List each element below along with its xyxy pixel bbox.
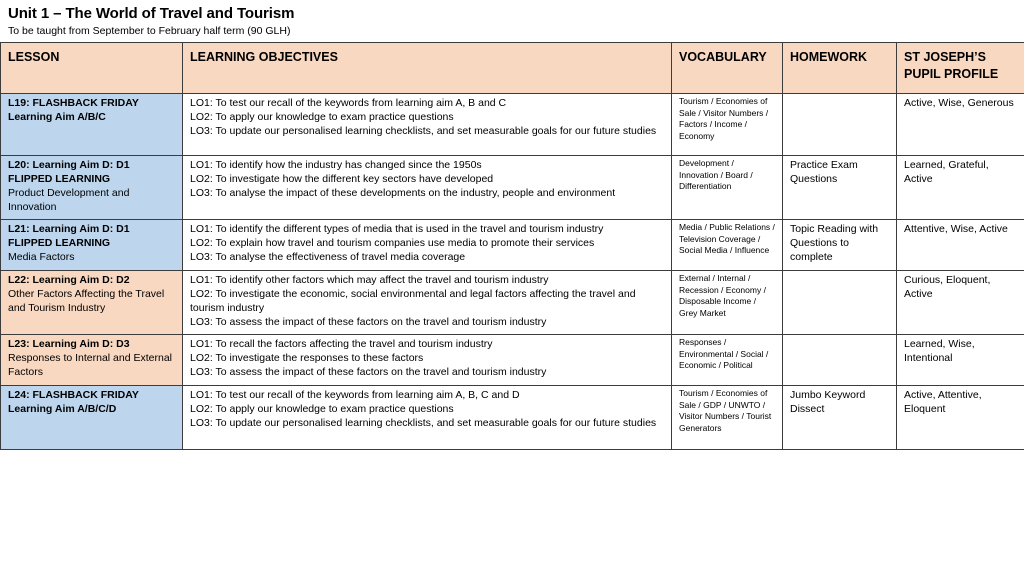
- column-header-vocabulary: VOCABULARY: [672, 43, 783, 94]
- objectives-cell: [183, 271, 672, 335]
- objective-lo3: LO3: To assess the impact of these factors on the travel and tourism industry: [190, 366, 547, 378]
- vocabulary-cell: External / Internal / Recession / Economy / Disposable Income / Grey Market: [672, 271, 783, 335]
- vocabulary-cell: Development / Innovation / Board / Differentiation: [672, 156, 783, 220]
- objective-lo3: LO3: To analyse the impact of these developments on the industry, people and environment: [190, 187, 616, 199]
- lesson-subtitle: Learning Aim A/B/C: [8, 111, 106, 123]
- lesson-topic: Media Factors: [8, 251, 75, 263]
- table-row: [1, 271, 1024, 335]
- lesson-cell: [1, 335, 183, 386]
- table-row: [1, 220, 1024, 271]
- objectives-cell: [183, 94, 672, 156]
- objective-lo1: LO1: To identify other factors which may affect the travel and tourism industry: [190, 274, 549, 286]
- objective-lo1: LO1: To identify how the industry has changed since the 1950s: [190, 159, 482, 171]
- pupil-profile-cell: Curious, Eloquent, Active: [897, 271, 1024, 335]
- objective-lo2: LO2: To apply our knowledge to exam practice questions: [190, 111, 454, 123]
- table-row: [1, 94, 1024, 156]
- lesson-cell: [1, 94, 183, 156]
- objective-lo3: LO3: To update our personalised learning checklists, and set measurable goals for our future studies: [190, 417, 657, 429]
- homework-cell: Practice Exam Questions: [783, 156, 897, 220]
- lesson-title: L19: FLASHBACK FRIDAY: [8, 97, 139, 109]
- vocabulary-cell: Tourism / Economies of Sale / Visitor Numbers / Factors / Income / Economy: [672, 94, 783, 156]
- homework-cell: [783, 271, 897, 335]
- objectives-cell: [183, 335, 672, 386]
- lesson-subtitle: FLIPPED LEARNING: [8, 237, 111, 249]
- column-header-homework: HOMEWORK: [783, 43, 897, 94]
- objective-lo1: LO1: To test our recall of the keywords from learning aim A, B and C: [190, 97, 507, 109]
- lesson-cell: [1, 156, 183, 220]
- lesson-cell: [1, 386, 183, 450]
- objectives-cell: [183, 156, 672, 220]
- column-header-lesson: LESSON: [1, 43, 183, 94]
- lesson-cell: [1, 271, 183, 335]
- pupil-profile-cell: Learned, Grateful, Active: [897, 156, 1024, 220]
- table-row: [1, 156, 1024, 220]
- homework-cell: Topic Reading with Questions to complete: [783, 220, 897, 271]
- homework-cell: [783, 335, 897, 386]
- homework-cell: Jumbo Keyword Dissect: [783, 386, 897, 450]
- table-header-row: [1, 43, 1024, 94]
- vocabulary-cell: Tourism / Economies of Sale / GDP / UNWTO / Visitor Numbers / Tourist Generators: [672, 386, 783, 450]
- lesson-subtitle: Responses to Internal and External Factors: [8, 352, 173, 378]
- objective-lo2: LO2: To investigate the responses to these factors: [190, 352, 424, 364]
- table-row: [1, 335, 1024, 386]
- objective-lo3: LO3: To assess the impact of these factors on the travel and tourism industry: [190, 316, 547, 328]
- vocabulary-cell: Responses / Environmental / Social / Economic / Political: [672, 335, 783, 386]
- column-header-learning-objectives: LEARNING OBJECTIVES: [183, 43, 672, 94]
- homework-cell: [783, 94, 897, 156]
- objective-lo1: LO1: To recall the factors affecting the travel and tourism industry: [190, 338, 493, 350]
- lesson-title: L24: FLASHBACK FRIDAY: [8, 389, 139, 401]
- pupil-profile-cell: Active, Wise, Generous: [897, 94, 1024, 156]
- pupil-profile-cell: Learned, Wise, Intentional: [897, 335, 1024, 386]
- objective-lo2: LO2: To explain how travel and tourism companies use media to promote their services: [190, 237, 595, 249]
- objectives-cell: [183, 386, 672, 450]
- objective-lo2: LO2: To apply our knowledge to exam practice questions: [190, 403, 454, 415]
- objective-lo1: LO1: To identify the different types of media that is used in the travel and tourism industry: [190, 223, 604, 235]
- pupil-profile-cell: Active, Attentive, Eloquent: [897, 386, 1024, 450]
- column-header-pupil-profile: ST JOSEPH’S PUPIL PROFILE: [897, 43, 1024, 94]
- objectives-cell: [183, 220, 672, 271]
- lesson-topic: Product Development and Innovation: [8, 187, 130, 213]
- page-title: Unit 1 – The World of Travel and Tourism: [8, 5, 295, 22]
- lesson-title: L21: Learning Aim D: D1: [8, 223, 130, 235]
- page-subtitle: To be taught from September to February half term (90 GLH): [8, 25, 291, 37]
- objective-lo1: LO1: To test our recall of the keywords from learning aim A, B, C and D: [190, 389, 520, 401]
- lesson-subtitle: Other Factors Affecting the Travel and Tourism Industry: [8, 288, 165, 314]
- lesson-title: L20: Learning Aim D: D1: [8, 159, 130, 171]
- lesson-subtitle: FLIPPED LEARNING: [8, 173, 111, 185]
- lesson-title: L22: Learning Aim D: D2: [8, 274, 130, 286]
- lesson-title: L23: Learning Aim D: D3: [8, 338, 130, 350]
- vocabulary-cell: Media / Public Relations / Television Coverage / Social Media / Influence: [672, 220, 783, 271]
- table-row: [1, 386, 1024, 450]
- lesson-subtitle: Learning Aim A/B/C/D: [8, 403, 117, 415]
- lesson-cell: [1, 220, 183, 271]
- objective-lo2: LO2: To investigate how the different key sectors have developed: [190, 173, 494, 185]
- objective-lo3: LO3: To update our personalised learning checklists, and set measurable goals for our future studies: [190, 125, 657, 137]
- pupil-profile-cell: Attentive, Wise, Active: [897, 220, 1024, 271]
- scheme-of-work-table: [0, 42, 1024, 450]
- objective-lo3: LO3: To analyse the effectiveness of travel media coverage: [190, 251, 466, 263]
- objective-lo2: LO2: To investigate the economic, social environmental and legal factors affecting the travel and tourism industry: [190, 288, 636, 314]
